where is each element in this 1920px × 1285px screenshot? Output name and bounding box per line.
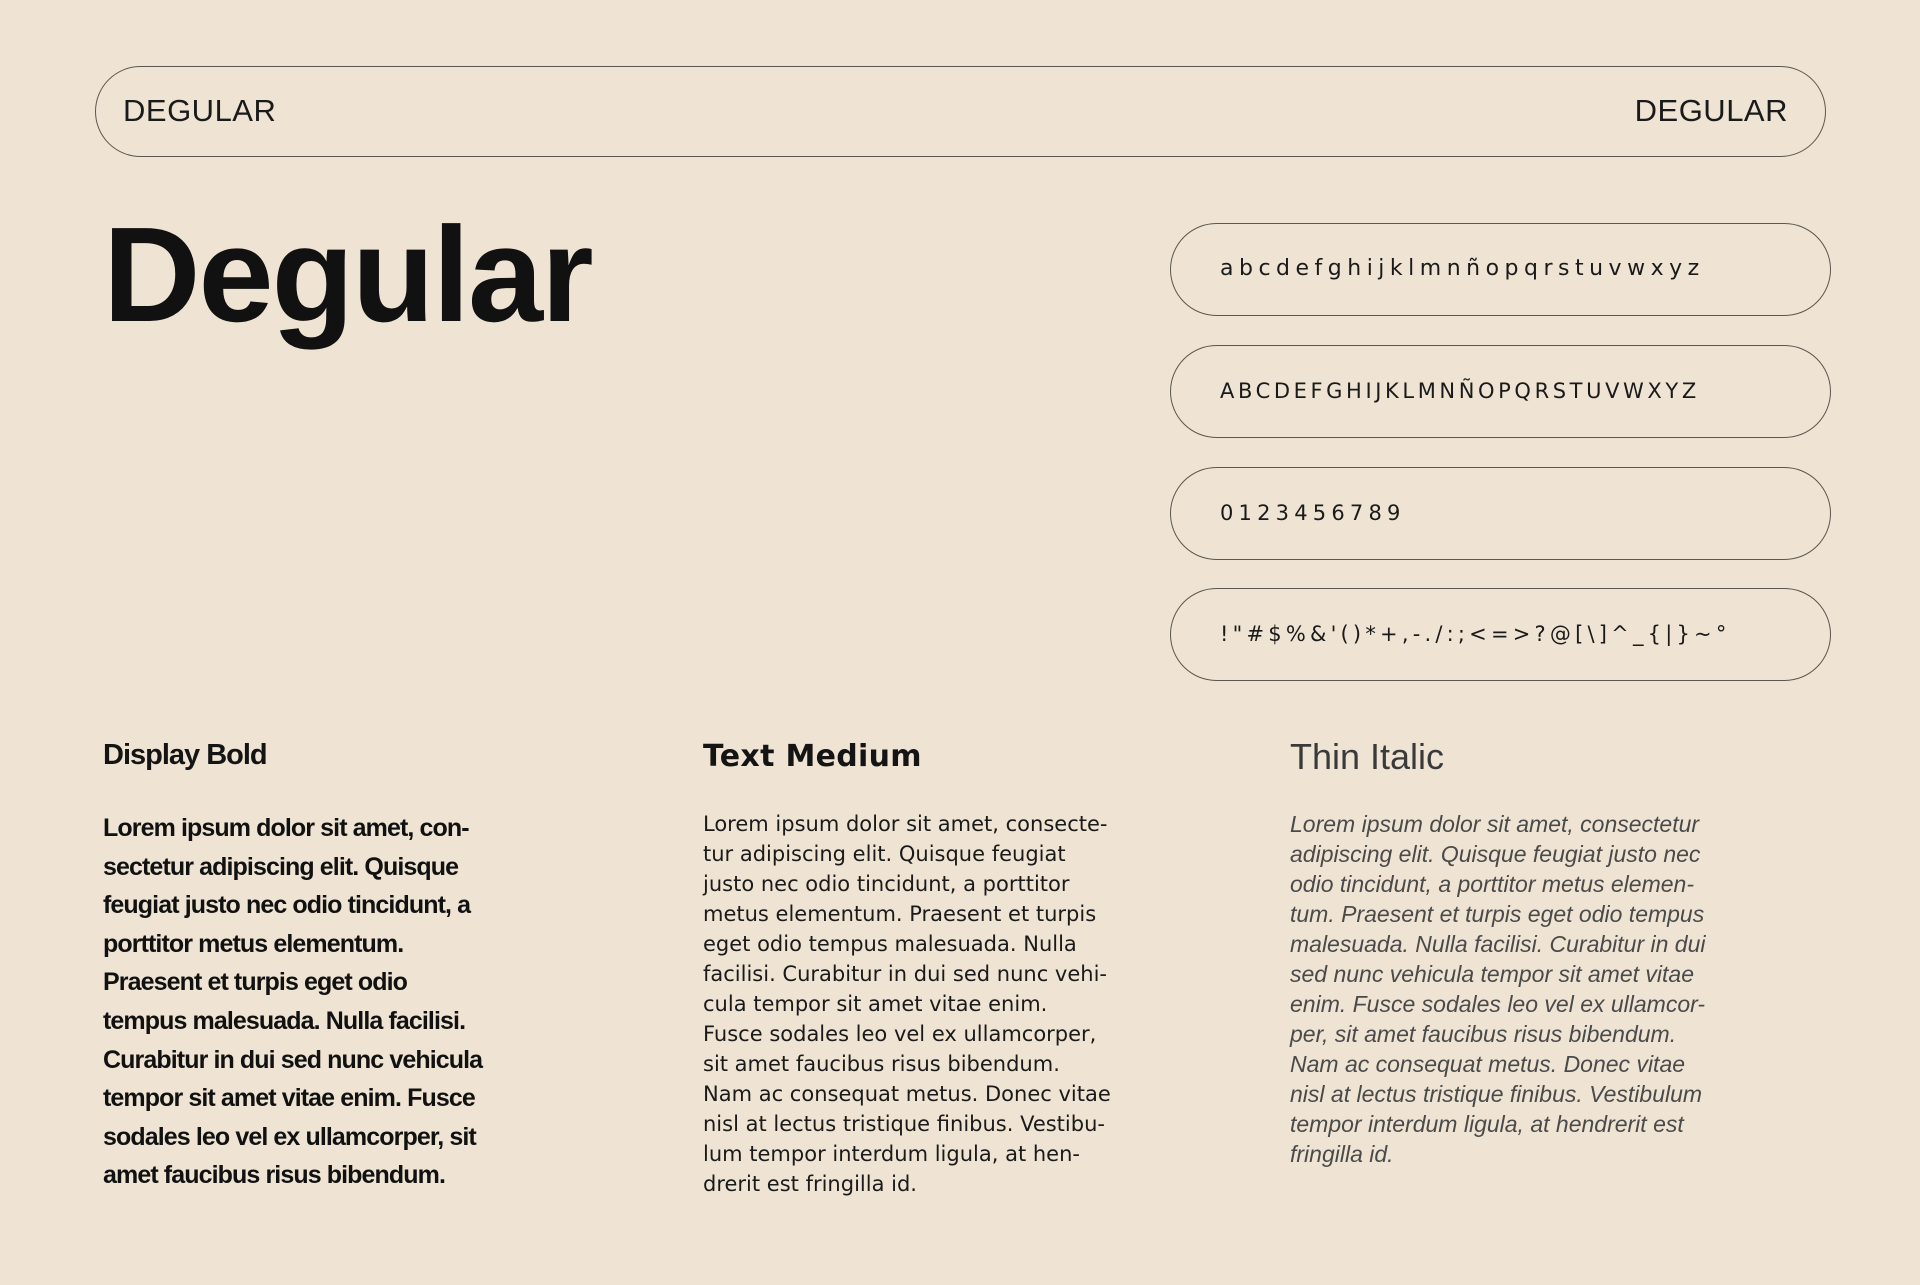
sample-line: sed nunc vehicula tempor sit amet vitae [1290, 961, 1694, 987]
sample-line: drerit est fringilla id. [703, 1172, 917, 1196]
uppercase-glyphs: ABCDEFGHIJKLMNÑOPQRSTUVWXYZ [1220, 379, 1700, 403]
style-sample-text [703, 809, 1143, 1199]
sample-line: enim. Fusce sodales leo vel ex ullamcor- [1290, 991, 1706, 1017]
sample-line: Lorem ipsum dolor sit amet, consectetur [1290, 811, 1700, 837]
sample-line: fringilla id. [1290, 1141, 1394, 1167]
style-sample-text [103, 809, 543, 1195]
style-sample-display-bold [103, 733, 573, 1190]
sample-line: tempor interdum ligula, at hendrerit est [1290, 1111, 1684, 1137]
sample-line: per, sit amet faucibus risus bibendum. [1290, 1021, 1677, 1047]
style-sample-text [1290, 809, 1730, 1169]
sample-line: Nam ac consequat metus. Donec vitae [1290, 1051, 1686, 1077]
lowercase-glyphs: abcdefghijklmnñopqrstuvwxyz [1220, 256, 1705, 281]
font-name-label-right: DEGULAR [1634, 93, 1788, 128]
sample-line: nisl at lectus tristique finibus. Vestibulum [1290, 1081, 1703, 1107]
sample-line: Lorem ipsum dolor sit amet, con- [103, 814, 469, 842]
sample-line: tempor sit amet vitae enim. Fusce [103, 1084, 475, 1113]
specimen-title: Degular [103, 199, 592, 350]
sample-line: Lorem ipsum dolor sit amet, consecte- [703, 812, 1108, 836]
sample-line: tur adipiscing elit. Quisque feugiat [703, 842, 1066, 866]
sample-line: nisl at lectus tristique finibus. Vestibu- [703, 1112, 1105, 1136]
symbol-glyphs: !"#$%&'()*+,-./:;<=>?@[\]^_{|}~° [1220, 622, 1731, 646]
sample-line: cula tempor sit amet vitae enim. [703, 992, 1048, 1016]
sample-line: Nam ac consequat metus. Donec vitae [703, 1082, 1111, 1106]
sample-line: Curabitur in dui sed nunc vehicula [103, 1045, 483, 1074]
sample-line: Fusce sodales leo vel ex ullamcorper, [703, 1022, 1097, 1046]
style-name: Display Bold [103, 739, 267, 771]
sample-line: malesuada. Nulla facilisi. Curabitur in dui [1290, 931, 1706, 957]
lowercase-glyph-pill [1170, 223, 1831, 316]
style-name: Thin Italic [1290, 736, 1445, 777]
font-name-bar [95, 66, 1826, 157]
sample-line: eget odio tempus malesuada. Nulla [703, 932, 1077, 956]
sample-line: metus elementum. Praesent et turpis [703, 902, 1097, 926]
sample-line: justo nec odio tincidunt, a porttitor [703, 872, 1070, 896]
style-sample-text-medium [703, 733, 1173, 1196]
sample-line: feugiat justo nec odio tincidunt, a [103, 891, 471, 920]
sample-line: Praesent et turpis eget odio [103, 968, 408, 997]
style-name: Text Medium [703, 739, 922, 774]
sample-line: odio tincidunt, a porttitor metus elemen- [1290, 871, 1694, 897]
sample-line: sodales leo vel ex ullamcorper, sit [103, 1122, 476, 1151]
numeral-glyphs: 0123456789 [1220, 501, 1406, 525]
style-sample-thin-italic [1290, 733, 1760, 1167]
sample-line: tempus malesuada. Nulla facilisi. [103, 1006, 466, 1035]
sample-line: tum. Praesent et turpis eget odio tempus [1290, 901, 1705, 927]
numerals-glyph-pill [1170, 467, 1831, 560]
sample-line: adipiscing elit. Quisque feugiat justo nec [1290, 841, 1701, 867]
font-name-label-left: DEGULAR [123, 93, 277, 128]
sample-line: porttitor metus elementum. [103, 929, 404, 958]
symbols-glyph-pill [1170, 588, 1831, 681]
sample-line: amet faucibus risus bibendum. [103, 1161, 446, 1190]
sample-line: lum tempor interdum ligula, at hen- [703, 1142, 1080, 1166]
sample-line: sit amet faucibus risus bibendum. [703, 1052, 1060, 1076]
uppercase-glyph-pill [1170, 345, 1831, 438]
sample-line: sectetur adipiscing elit. Quisque [103, 852, 459, 881]
sample-line: facilisi. Curabitur in dui sed nunc vehi- [703, 962, 1107, 986]
